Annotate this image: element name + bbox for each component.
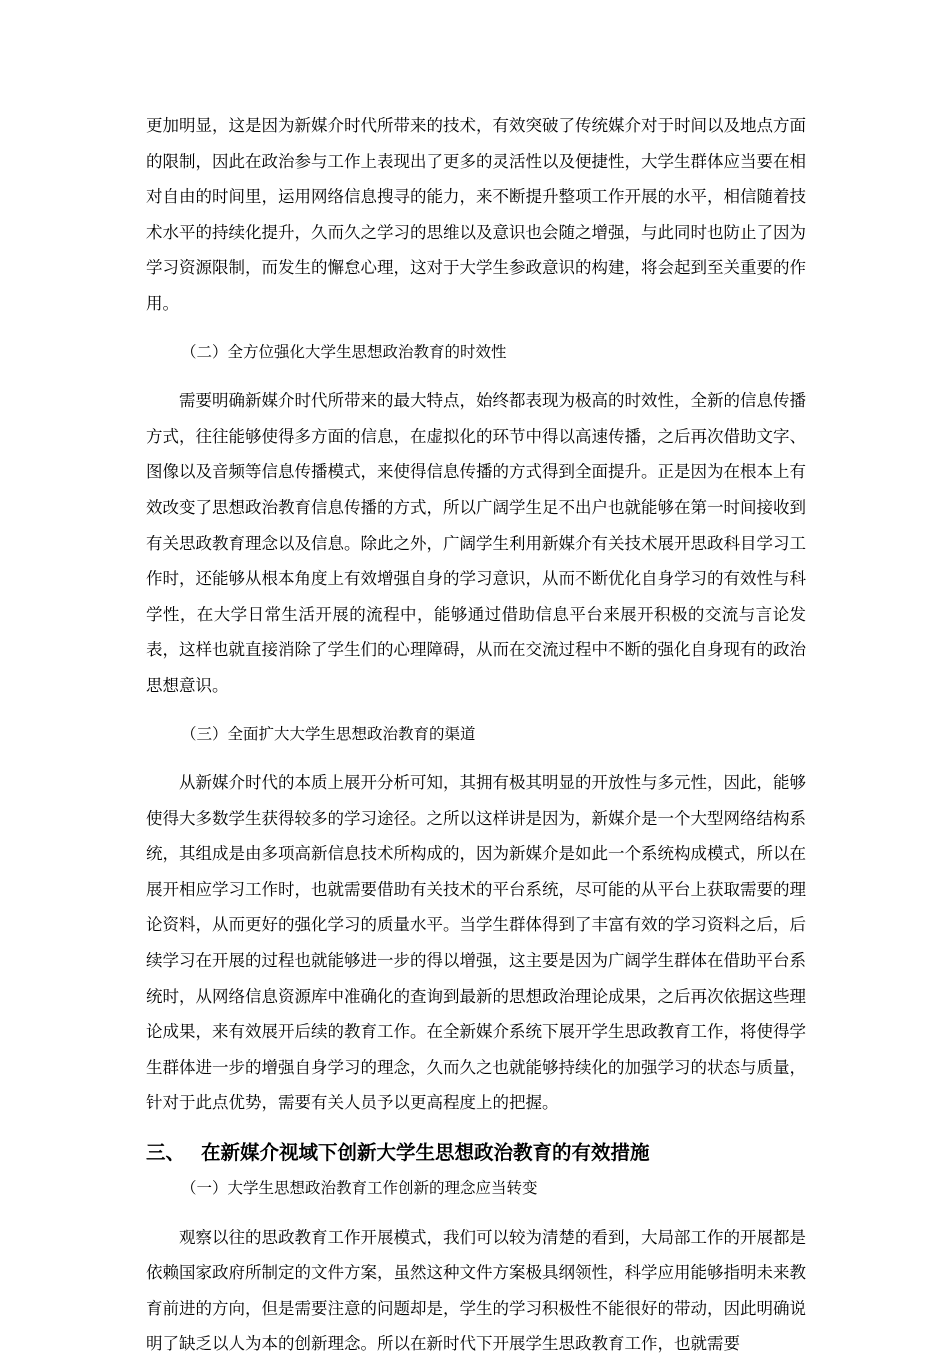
spacer — [146, 1207, 806, 1220]
spacer — [146, 322, 806, 335]
section-heading-3 — [146, 1135, 806, 1171]
subsection-paragraph-3: 从新媒介时代的本质上展开分析可知，其拥有极其明显的开放性与多元性，因此，能够使得大多数学生获得较多的学习途径。之所以这样讲是因为，新媒介是一个大型网络结构系统，其组成是由多项高新信息技术所构成的，因为新媒介是如此一个系统构成模式，所以在展开相应学习工作时，也就需要借助有关技术的平台系统，尽可能的从平台上获取需要的理论资料，从而更好的强化学习的质量水平。当学生群体得到了丰富有效的学习资料之后，后续学习在开展的过程也就能够进一步的得以增强，这主要是因为广阔学生群体在借助平台系统时，从网络信息资源库中准确化的查询到最新的思想政治理论成果，之后再次依据这些理论成果，来有效展开后续的教育工作。在全新媒介系统下展开学生思政教育工作，将使得学生群体进一步的增强自身学习的理念，久而久之也就能够持续化的加强学习的状态与质量，针对于此点优势，需要有关人员予以更高程度上的把握。 — [146, 773, 806, 1113]
spacer — [146, 370, 806, 383]
document-body — [146, 108, 806, 1362]
subsection-paragraph-2: 需要明确新媒介时代所带来的最大特点，始终都表现为极高的时效性，全新的信息传播方式，往往能够使得多方面的信息，在虚拟化的环节中得以高速传播，之后再次借助文字、图像以及音频等信息传播模式，来使得信息传播的方式得到全面提升。正是因为在根本上有效改变了思想政治教育信息传播的方式，所以广阔学生足不出户也就能够在第一时间接收到有关思政教育理念以及信息。除此之外，广阔学生利用新媒介有关技术展开思政科目学习工作时，还能够从根本角度上有效增强自身的学习意识，从而不断优化自身学习的有效性与科学性，在大学日常生活开展的流程中，能够通过借助信息平台来展开积极的交流与言论发表，这样也就直接消除了学生们的心理障碍，从而在交流过程中不断的强化自身现有的政治思想意识。 — [146, 391, 806, 695]
continuation-paragraph: 更加明显，这是因为新媒介时代所带来的技术，有效突破了传统媒介对于时间以及地点方面的限制，因此在政治参与工作上表现出了更多的灵活性以及便捷性，大学生群体应当要在相对自由的时间里，运用网络信息搜寻的能力，来不断提升整项工作开展的水平，相信随着技术水平的持续化提升，久而久之学习的思维以及意识也会随之增强，与此同时也防止了因为学习资源限制，而发生的懈怠心理，这对于大学生参政意识的构建，将会起到至关重要的作用。 — [146, 116, 806, 313]
spacer — [146, 1121, 806, 1135]
section-title: 在新媒介视域下创新大学生思想政治教育的有效措施 — [201, 1141, 650, 1165]
spacer — [146, 752, 806, 765]
section-number: 三、 — [146, 1141, 186, 1165]
subsection-heading-3: （三）全面扩大大学生思想政治教育的渠道 — [181, 724, 476, 743]
subsection-heading-2: （二）全方位强化大学生思想政治教育的时效性 — [181, 342, 507, 361]
section-3-subsection-paragraph-1: 观察以往的思政教育工作开展模式，我们可以较为清楚的看到，大局部工作的开展都是依赖国家政府所制定的文件方案，虽然这种文件方案极具纲领性，科学应用能够指明未来教育前进的方向，但是需要注意的问题却是，学生的学习积极性不能很好的带动，因此明确说明了缺乏以人为本的创新理念。所以在新时代下开展学生思政教育工作，也就需要 — [146, 1227, 806, 1354]
spacer — [146, 704, 806, 717]
section-3-subsection-heading-1: （一）大学生思想政治教育工作创新的理念应当转变 — [181, 1179, 538, 1198]
